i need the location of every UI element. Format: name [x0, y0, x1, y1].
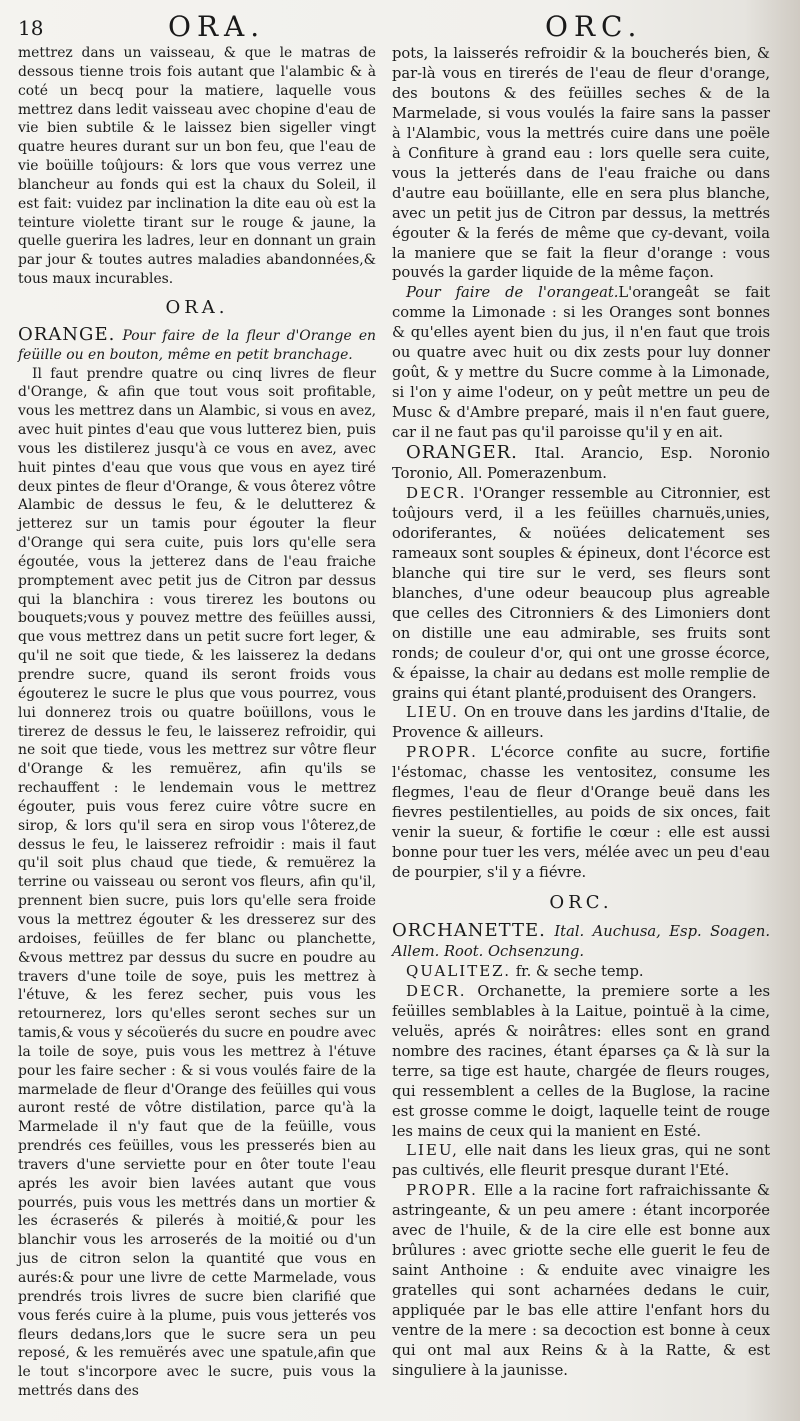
label: LIEU. — [406, 703, 459, 722]
label: DECR. — [406, 981, 467, 1000]
label: QUALITEZ. — [406, 961, 512, 980]
running-header — [0, 10, 800, 46]
properties-paragraph — [392, 743, 770, 883]
running-head-left: ORA. — [168, 10, 266, 43]
text: Orchanette, la premiere sorte a les feüilles semblables à la Laitue, pointuë à la cime, veluës, aprés & noirâtres: elles sont en grand nombre des racines, étant éparses ça & là sur la terre, sa tige est haute, chargée de fleurs rouges, qui ressemblent a celles de la Buglose, la racine est grosse comme le doigt, laquelle teint de rouge les mains de ceux qui la manient en Esté. — [392, 982, 770, 1140]
section-heading-orc: ORC. — [549, 892, 613, 914]
entry-name: ORCHANETTE. — [392, 919, 546, 941]
label: DECR. — [406, 483, 467, 502]
entry-oranger — [392, 443, 770, 484]
entry-name: ORANGE. — [18, 323, 116, 345]
section-heading-ora: ORA. — [165, 296, 229, 318]
text: l'Oranger ressemble au Citronnier, est toûjours verd, il a les feüilles charnuës,unies, odoriferantes, & noüées delicatement ses rameaux sont souples & épineux, dont l'écorce est blanche qui tire sur le verd, ses fleurs sont blanches, d'une odeur beaucoup plus agreable que celles des Citronniers & des Limoniers dont on distille une eau admirable, ses fruits sont ronds; de couleur d'or, qui ont une grosse écorce, & épaisse, la chair au dedans est molle remplie de grains qui étant planté,produisent des Orangers. — [392, 484, 771, 702]
entry-synonyms: Ital. Arancio, Esp. Noronio Toronio, All. Pomerazenbum. — [392, 445, 771, 483]
text: Elle a la racine fort rafraichissante & astringeante, & un peu amere : étant incorporée avec de l'huile, & de la cire elle est bonne aux brûlures : avec griotte seche elle guerit le feu de saint Anthoine : & enduite avec vinaigre les gratelles qui sont acharnées dedans le cuir, appliquée par le bas elle attire l'enfant hors du ventre de la mere : sa decoction est bonne à ceux qui ont mal aux Reins & à la Ratte, & est singuliere à la jaunisse. — [392, 1182, 770, 1379]
orangeat-text: L'orangeât se fait comme la Limonade : si les Oranges sont bonnes & qu'elles ayent bien du jus, il n'en faut que trois ou quatre avec huit ou dix zests pour luy donner goût, & y mettre du Sucre comme à la Limonade, si l'on y aime l'odeur, on y peût mettre un peu de Musc & d'Ambre preparé, mais il n'en faut guere, car il ne faut pas qu'il paroisse qu'il y en ait. — [392, 284, 770, 442]
paragraph: Il faut prendre quatre ou cinq livres de fleur d'Orange, & afin que tout vous soit profitable, vous les mettrez dans un Alambic, si vous en avez, avec huit pintes d'eau que vous lutterez bien, puis vous les distilerez jusqu'à ce vous en avez, avec huit pintes d'eau que vous que vous en ayez tiré deux pintes de fleur d'Orange, & vous ôterez vôtre Alambic de dessus le feu, & le delutterez & jetterez sur un tamis pour égouter la fleur d'Orange qui sera cuite, puis lors qu'elle sera égoutée, vous la jetterez dans de l'eau fraiche promptement avec petit jus de Citron par dessus qui la blanchira : vous tirerez les boutons ou bouquets;vous y pouvez mettre des feüilles aussi, que vous mettrez dans un petit sucre fort leger, & qu'il ne soit que tiede, & les laisserez la dedans prendre sucre, quand ils seront froids vous égouterez le sucre le plus que vous pourrez, vous lui donnerez trois ou quatre boüillons, vous le tirerez de dessus le feu, le laisserez refroidir, qui ne soit que tiede, vous les mettrez sur vôtre fleur d'Orange & les remuërez, afin qu'ils se rechauffent : le lendemain vous le mettrez égouter, puis vous ferez cuire vôtre sucre en sirop, & lors qu'il sera en sirop vous l'ôterez,de dessus le feu, le laisserez refroidir : mais il faut qu'il soit plus chaud que tiede, & remuërez la terrine ou vaisseau ou seront vos fleurs, afin qu'il, prennent bien sucre, puis lors qu'elle sera froide vous la mettrez égouter & les dresserez sur des ardoises, feüilles de fer blanc ou planchette, &vous mettrez par dessus du sucre en poudre au travers d'une toile de soye, puis les mettrez à l'étuve, & les ferez secher, puis vous les retournerez, lors qu'elles seront seches sur un tamis,& vous y sécoüerés du sucre en poudre avec la toile de soye, puis vous les mettrez à l'étuve pour les faire secher : & si vous voulés faire de la marmelade de fleur d'Orange des feüilles qui vous auront resté de vôtre distilation, parce qu'à la Marmelade il n'y faut que de la feüille, vous prendrés ces feüilles, vous les presserés bien au travers d'une serviette pour en ôter toute l'eau aprés les avoir bien lavées autant que vous pourrés, puis vous les mettrés dans un mortier & les écraserés & pilerés à moitié,& pour les blanchir vous les arroserés de la moitié ou d'un jus de citron selon la quantité que vous en aurés:& pour une livre de cette Marmelade, vous prendrés trois livres de sucre bien clarifié que vous ferés cuire à la plume, puis vous jetterés vos fleurs dedans,lors que le sucre sera un peu reposé, & les remuërés avec une spatule,afin que le tout s'incorpore avec le sucre, puis vous la mettrés dans des — [18, 365, 376, 1400]
paragraph: mettrez dans un vaisseau, & que le matras de dessous tienne trois fois autant que l'alambic & à coté un becq pour la matiere, laquelle vous mettrez dans ledit vaisseau avec chopine d'eau de vie bien subtile & le laissez bien sigeller vingt quatre heures durant sur un bon feu, que l'eau de vie boüille toûjours: & lors que vous verrez une blancheur au fonds qui est la chaux du Soleil, il est fait: vuidez par inclination la dite eau où est la teinture violette tirant sur le rouge & jaune, la quelle guerira les ladres, leur en donnant un grain par jour & toutes autres maladies abandonnées,& tous maux incurables. — [18, 45, 376, 288]
orangeat-title: Pour faire de l'orangeat. — [406, 284, 619, 302]
orangeat-paragraph — [392, 283, 770, 443]
text: On en trouve dans les jardins d'Italie, de Provence & ailleurs. — [392, 704, 770, 742]
entry-synonyms: Ital. Auchusa, Esp. Soagen. Allem. Root. Ochsenzung. — [392, 922, 770, 960]
description-paragraph — [392, 982, 770, 1142]
label: LIEU, — [406, 1141, 459, 1160]
paragraph: pots, la laisserés refroidir & la boucherés bien, & par-là vous en tirerés de l'eau de fleur d'orange, des boutons & des feüilles seches & de la Marmelade, si vous voulés la faire sans la passer à l'Alambic, vous la mettrés cuire dans une poële à Confiture à grand eau : lors quelle sera cuite, vous la jetterés dans de l'eau fraiche ou dans d'autre eau boüillante, elle en sera plus blanche, avec un petit jus de Citron par dessus, la mettrés égouter & la ferés de même que cy-devant, voila la maniere que se fait la fleur d'orange : vous pouvés la garder liquide de la même façon. — [392, 45, 770, 282]
text: L'écorce confite au sucre, fortifie l'éstomac, chasse les ventositez, consume les flegmes, l'eau de fleur d'Orange beuë dans les fievres pestilentielles, au poids de six onces, fait venir la sueur, & fortifie le cœur : elle est aussi bonne pour tuer les vers, mélée avec un peu d'eau de pourpier, s'il y a fiévre. — [392, 744, 771, 882]
text: fr. & seche temp. — [515, 962, 644, 980]
left-column — [18, 44, 376, 1401]
description-paragraph — [392, 484, 770, 703]
running-head-right: ORC. — [545, 10, 643, 43]
entry-name: ORANGER. — [406, 442, 518, 464]
label: PROPR. — [406, 1181, 478, 1200]
location-paragraph — [392, 1141, 770, 1181]
label: PROPR. — [406, 743, 478, 762]
page-number: 18 — [18, 16, 44, 40]
entry-orange — [18, 323, 376, 365]
entry-orchanette — [392, 921, 770, 962]
entry-title: Pour faire de la fleur d'Orange en feüille ou en bouton, même en petit branchage. — [18, 327, 376, 363]
location-paragraph — [392, 703, 770, 743]
properties-paragraph — [392, 1181, 770, 1381]
qualities-paragraph — [392, 962, 770, 982]
text: elle nait dans les lieux gras, qui ne sont pas cultivés, elle fleurit presque durant l'Eté. — [392, 1142, 770, 1180]
right-column — [392, 44, 770, 1381]
